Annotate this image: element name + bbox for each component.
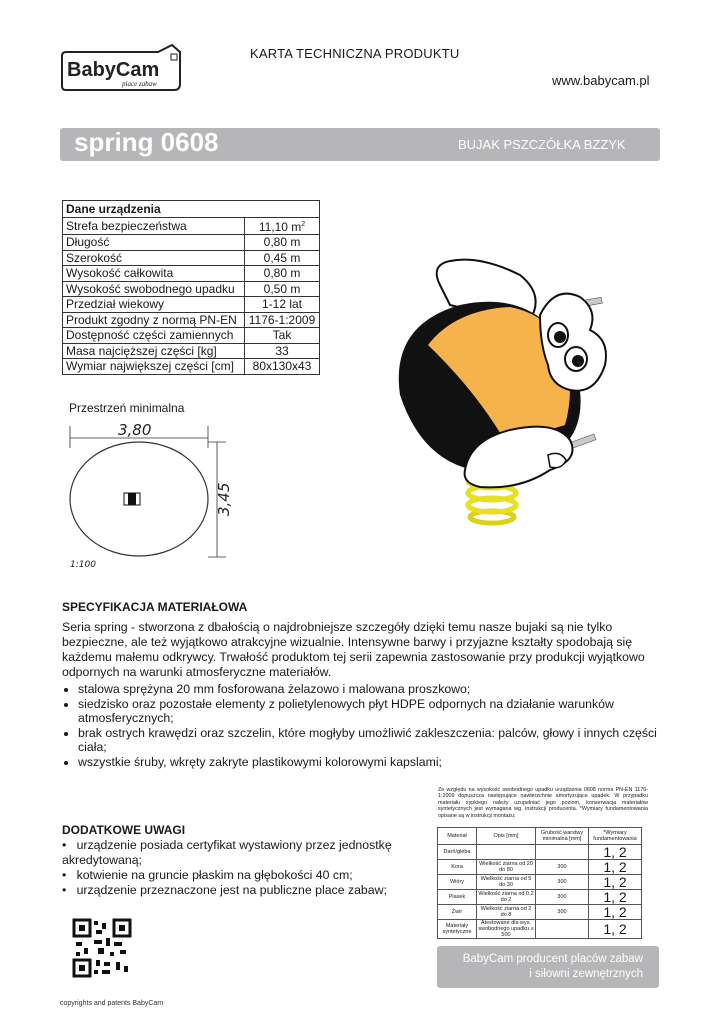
depth-label: 3,45 bbox=[215, 482, 233, 516]
table-row: Szerokość 0,45 m bbox=[63, 250, 320, 266]
scale-label: 1:100 bbox=[70, 560, 96, 570]
table-row: Wysokość swobodnego upadku 0,50 m bbox=[63, 281, 320, 297]
device-footprint bbox=[128, 493, 136, 505]
table-row: Piasek Wielkość ziarna od 0,2 do 2 300 1, 2 bbox=[438, 890, 642, 905]
material-spec-title: SPECYFIKACJA MATERIAŁOWA bbox=[62, 600, 248, 614]
copyright: copyrights and patents BabyCam bbox=[60, 1000, 164, 1007]
table-row: Wióry Wielkość ziarna od 5 do 30 300 1, 2 bbox=[438, 875, 642, 890]
website-url[interactable]: www.babycam.pl bbox=[552, 73, 650, 88]
table-row: Wymiar największej części [cm] 80x130x43 bbox=[63, 359, 320, 375]
width-label: 3,80 bbox=[118, 421, 152, 439]
material-list bbox=[58, 682, 678, 769]
device-data-table bbox=[62, 200, 320, 375]
table-row: Żwir Wielkość ziarna od 2 do 8 300 1, 2 bbox=[438, 905, 642, 920]
list-item: • stalowa sprężyna 20 mm fosforowana żelazowo i malowana proszkowo; bbox=[78, 682, 678, 697]
list-item: • urządzenie przeznaczone jest na publiczne place zabaw; bbox=[62, 883, 387, 897]
qr-code[interactable] bbox=[72, 918, 132, 978]
diagram-title: Przestrzeń minimalna bbox=[69, 401, 185, 415]
additional-notes bbox=[62, 823, 407, 898]
logo-sub-text: place zabaw bbox=[122, 80, 157, 88]
list-item: • wszystkie śruby, wkręty zakryte plastikowymi kolorowymi kapslami; bbox=[78, 755, 678, 770]
table-header-row: Materiał Opis [mm] Grubość warstwy minimalna [mm] *Wymiary fundamentowania bbox=[438, 828, 642, 845]
page-title: KARTA TECHNICZNA PRODUKTU bbox=[250, 46, 460, 61]
notes-title: DODATKOWE UWAGI bbox=[62, 823, 186, 837]
list-item: • brak ostrych krawędzi oraz szczelin, które mogłyby umożliwić zakleszczenia: palców, głowy i innych części ciała; bbox=[78, 726, 678, 755]
product-code: spring 0608 bbox=[74, 127, 219, 157]
device-data-title: Dane urządzenia bbox=[63, 201, 320, 218]
material-paragraph: Seria spring - stworzona z dbałością o najdrobniejsze szczegóły dzięki temu nasze bujaki są nie tylko bezpieczne, ale też wyjątkowo atrakcyjne wizualnie. Intensywne barwy i przyjazne kształty spodobają się każdemu małemu odkrywcy. Trwałość produktom tej serii zapewnia zastosowanie przy produkcji wyjątkowo odpornych na warunki atmosferyczne materiałów. bbox=[62, 620, 645, 679]
babycam-logo bbox=[60, 44, 182, 94]
list-item: • urządzenie posiada certyfikat wystawiony przez jednostkę akredytowaną; bbox=[62, 838, 392, 867]
table-row: Darń/gleba 1, 2 bbox=[438, 845, 642, 860]
surface-note: Ze względu na wysokość swobodnego upadku urządzenia 0608 norma PN-EN 1176-1:2009 dopuszcza następujące nawierzchnie amortyzujące upadek. W przypadku materiału sypkiego należy uzupełniać jego poziom, konserwacja materiałów syntetycznych jest wymagana wg. instrukcji producenta. *Wymiary fundamentowania opisane są w instrukcji montażu; bbox=[438, 787, 648, 819]
table-row: Materiały syntetyczne Atestowane dla wys. swobodnego upadku ≥ 500 1, 2 bbox=[438, 920, 642, 939]
table-row: Produkt zgodny z normą PN-EN 1176-1:2009 bbox=[63, 312, 320, 328]
table-row: Strefa bezpieczeństwa 11,10 $m^2$ bbox=[63, 218, 320, 235]
minimal-space-diagram bbox=[60, 412, 240, 572]
list-item: • kotwienie na gruncie płaskim na głębokości 40 cm; bbox=[62, 868, 353, 882]
table-row: Wysokość całkowita 0,80 m bbox=[63, 266, 320, 282]
table-row: Masa najcięższej części [kg] 33 bbox=[63, 343, 320, 359]
table-row: Dostępność części zamiennych Tak bbox=[63, 328, 320, 344]
table-row: Kora Wielkość ziarna od 20 do 80 300 1, 2 bbox=[438, 860, 642, 875]
product-name: BUJAK PSZCZÓŁKA BZZYK bbox=[458, 137, 626, 152]
bee-spring-rocker-illustration bbox=[370, 255, 620, 530]
logo-main-text: BabyCam bbox=[67, 59, 160, 81]
list-item: • siedzisko oraz pozostałe elementy z polietylenowych płyt HDPE odpornych na działanie warunków atmosferycznych; bbox=[78, 697, 678, 726]
footer-text: BabyCam producent placów zabaw i siłowni zewnętrznych bbox=[462, 953, 643, 980]
table-row: Przedział wiekowy 1-12 lat bbox=[63, 297, 320, 313]
surface-table bbox=[437, 827, 642, 939]
table-row: Długość 0,80 m bbox=[63, 235, 320, 251]
